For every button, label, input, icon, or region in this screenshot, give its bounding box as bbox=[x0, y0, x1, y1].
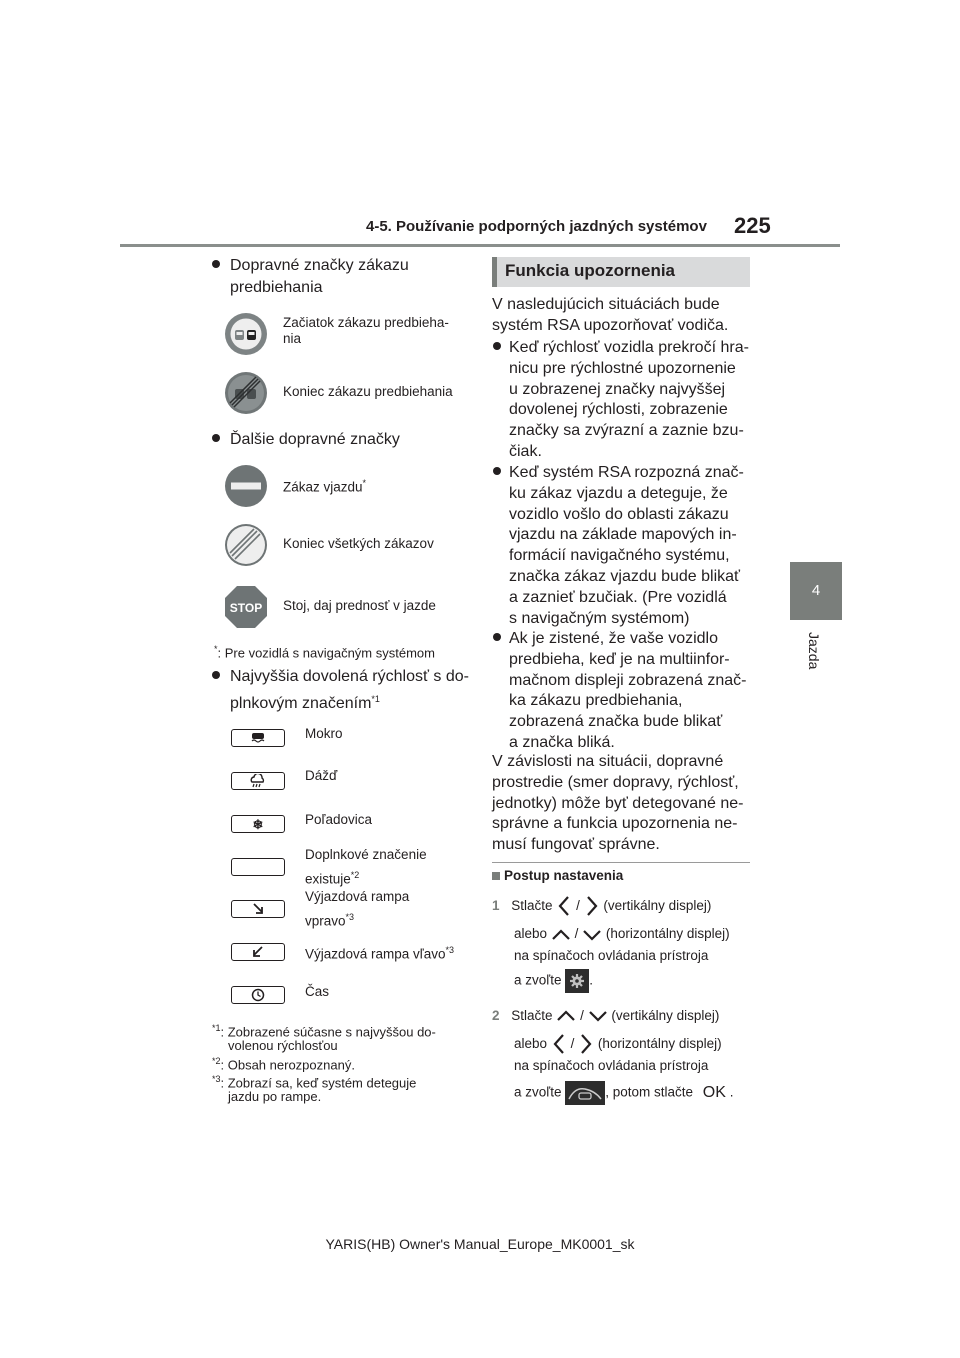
end-no-overtaking-sign-icon bbox=[224, 371, 268, 415]
footnote-2: $^{*2}$: Obsah nerozpoznaný. bbox=[212, 1056, 355, 1073]
sign-label: Koniec zákazu predbiehania bbox=[283, 384, 453, 399]
sign-label: Začiatok zákazu predbieha- nia bbox=[283, 315, 449, 346]
panel-label: Poľadovica bbox=[305, 812, 372, 827]
bullet-dot bbox=[493, 467, 501, 475]
panel-label: Výjazdová rampa vľavo$^{*3}$ bbox=[305, 945, 455, 962]
warning-bullet-2: Keď systém RSA rozpozná znač- ku zákaz vjazdu a deteguje, že vozidlo vošlo do oblasti zákazu vjazdu na základe mapových in- formácií navigačného systému, značka zákaz vjazdu bude blikať a zaznieť bzučiak. (Pre vozidlá s navigačným systémom) bbox=[493, 463, 744, 629]
panel-label: Čas bbox=[305, 984, 330, 999]
sign-label: Zákaz vjazdu* bbox=[283, 478, 367, 495]
step-1: 1 Stlačte / (vertikálny displej) alebo / (horizontálny displej) na spínačoch ovládania prístroja a zvoľte . bbox=[492, 895, 730, 993]
stop-sign-icon bbox=[224, 585, 268, 629]
gear-icon bbox=[565, 969, 589, 993]
warning-bullet-1: Keď rýchlosť vozidla prekročí hra- nicu pre rýchlostné upozornenie u zobrazenej značky najvyššej dovolenej rýchlosti, zobrazenie značky sa zvýrazní a zaznie bzu- čiak. bbox=[493, 338, 749, 463]
chapter-label: Jazda bbox=[806, 632, 822, 670]
chevron-left-icon bbox=[551, 1033, 567, 1055]
chevron-right-icon bbox=[584, 895, 600, 917]
clock-icon bbox=[231, 986, 285, 1004]
ok-button-icon: OK bbox=[702, 1084, 726, 1101]
footnote-star: *: Pre vozidlá s navigačným systémom bbox=[214, 644, 435, 661]
subheading: Postup nastavenia bbox=[492, 868, 623, 883]
chevron-up-icon bbox=[551, 928, 571, 942]
closing-paragraph: V závislosti na situácii, dopravné prostredie (smer dopravy, rýchlosť, jednotky) môže byť detegované ne- správne a funkcia upozornenia ne- musí fungovať správne. bbox=[492, 753, 744, 854]
footnote-1: $^{*1}$: Zobrazené súčasne s najvyššou do- volenou rýchlosťou bbox=[212, 1023, 436, 1054]
bullet-dot bbox=[212, 671, 220, 679]
arrow-down-right-icon bbox=[231, 900, 285, 918]
page-footer: YARIS(HB) Owner's Manual_Europe_MK0001_sk bbox=[325, 1236, 635, 1252]
panel-label: Mokro bbox=[305, 726, 343, 741]
bullet-speed-limit: Najvyššia dovolená rýchlosť s do- plnkovým značením$^{*1}$ bbox=[212, 666, 469, 715]
driver-assist-icon bbox=[565, 1081, 605, 1105]
bullet-dot bbox=[493, 633, 501, 641]
section-heading: Funkcia upozornenia bbox=[492, 257, 750, 287]
svg-text:STOP: STOP bbox=[229, 601, 263, 615]
intro-paragraph: V nasledujúcich situáciách bude systém RSA upozorňovať vodiča. bbox=[492, 296, 729, 334]
chevron-up-icon bbox=[556, 1009, 576, 1023]
bullet-dot bbox=[212, 260, 220, 268]
bullet-dot bbox=[493, 342, 501, 350]
chevron-down-icon bbox=[588, 1009, 608, 1023]
chevron-right-icon bbox=[578, 1033, 594, 1055]
panel-label: Výjazdová rampa vpravo$^{*3}$ bbox=[305, 889, 410, 929]
snowflake-icon: ❄ bbox=[231, 815, 285, 833]
square-marker-icon bbox=[492, 872, 500, 880]
section-title: 4-5. Používanie podporných jazdných systémov bbox=[366, 218, 707, 235]
rain-cloud-icon bbox=[231, 772, 285, 790]
chevron-down-icon bbox=[582, 928, 602, 942]
sign-label: Stoj, daj prednosť v jazde bbox=[283, 598, 436, 613]
footnote-3: $^{*3}$: Zobrazí sa, keď systém deteguje jazdu po rampe. bbox=[212, 1074, 417, 1105]
panel-label: Doplnkové značenie existuje$^{*2}$ bbox=[305, 847, 427, 887]
page-number: 225 bbox=[734, 213, 771, 238]
bullet-dot bbox=[212, 434, 220, 442]
no-entry-sign-icon bbox=[224, 464, 268, 508]
blank-panel-icon bbox=[231, 858, 285, 876]
wet-road-icon bbox=[231, 729, 285, 747]
bullet-other-signs: Ďalšie dopravné značky bbox=[212, 429, 400, 451]
end-all-restrictions-sign-icon bbox=[224, 523, 268, 567]
bullet-no-overtaking: Dopravné značky zákazu predbiehania bbox=[212, 255, 409, 299]
header-divider bbox=[120, 244, 840, 247]
step-2: 2 Stlačte / (vertikálny displej) alebo / (horizontálny displej) na spínačoch ovládania prístroja a zvoľte , potom stlačte OK . bbox=[492, 1005, 733, 1105]
chapter-tab: 4 bbox=[790, 562, 842, 620]
warning-bullet-3: Ak je zistené, že vaše vozidlo predbieha, keď je na multiinfor- mačnom displeji zobrazená znač- ka zákazu predbiehania, zobrazená značka bude blikať a značka bliká. bbox=[493, 629, 746, 754]
panel-label: Dážď bbox=[305, 768, 338, 783]
section-divider bbox=[492, 862, 750, 863]
sign-label: Koniec všetkých zákazov bbox=[283, 536, 434, 551]
chevron-left-icon bbox=[556, 895, 572, 917]
no-overtaking-sign-icon bbox=[224, 312, 268, 356]
arrow-down-left-icon bbox=[231, 943, 285, 961]
heading-accent-bar bbox=[492, 257, 497, 287]
